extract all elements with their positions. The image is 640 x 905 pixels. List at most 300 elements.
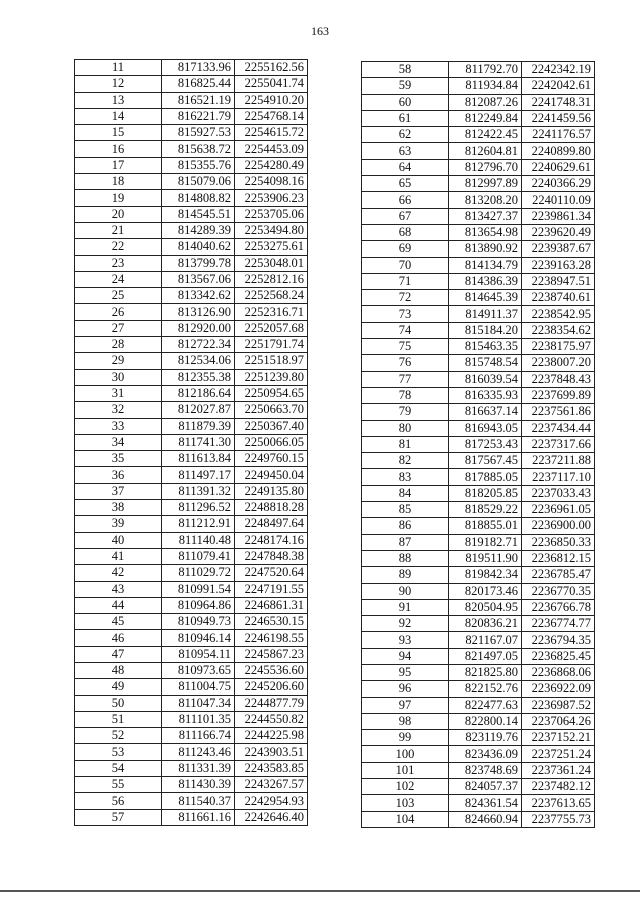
point-number-cell: 39 bbox=[75, 516, 162, 532]
x-coordinate-cell: 811029.72 bbox=[162, 565, 235, 581]
y-coordinate-cell: 2244225.98 bbox=[235, 728, 308, 744]
table-row bbox=[362, 697, 595, 713]
point-number-cell: 43 bbox=[75, 581, 162, 597]
point-number-cell: 28 bbox=[75, 337, 162, 353]
x-coordinate-cell: 811430.39 bbox=[162, 777, 235, 793]
point-number-cell: 56 bbox=[75, 793, 162, 809]
table-row bbox=[362, 224, 595, 240]
x-coordinate-cell: 815079.06 bbox=[162, 174, 235, 190]
table-row bbox=[75, 662, 308, 678]
y-coordinate-cell: 2236850.33 bbox=[522, 534, 595, 550]
x-coordinate-cell: 815748.54 bbox=[449, 355, 522, 371]
point-number-cell: 80 bbox=[362, 420, 449, 436]
table-row bbox=[75, 418, 308, 434]
table-row bbox=[362, 208, 595, 224]
x-coordinate-cell: 812796.70 bbox=[449, 159, 522, 175]
table-row bbox=[362, 257, 595, 273]
x-coordinate-cell: 811613.84 bbox=[162, 451, 235, 467]
table-row bbox=[362, 62, 595, 78]
table-row bbox=[362, 599, 595, 615]
table-row bbox=[75, 711, 308, 727]
x-coordinate-cell: 812355.38 bbox=[162, 369, 235, 385]
y-coordinate-cell: 2253705.06 bbox=[235, 206, 308, 222]
x-coordinate-cell: 823748.69 bbox=[449, 762, 522, 778]
table-row bbox=[75, 467, 308, 483]
point-number-cell: 38 bbox=[75, 500, 162, 516]
table-row bbox=[75, 614, 308, 630]
y-coordinate-cell: 2237848.43 bbox=[522, 371, 595, 387]
table-row bbox=[75, 353, 308, 369]
x-coordinate-cell: 815463.35 bbox=[449, 339, 522, 355]
y-coordinate-cell: 2242954.93 bbox=[235, 793, 308, 809]
y-coordinate-cell: 2242646.40 bbox=[235, 809, 308, 825]
x-coordinate-cell: 816039.54 bbox=[449, 371, 522, 387]
x-coordinate-cell: 815184.20 bbox=[449, 322, 522, 338]
y-coordinate-cell: 2240110.09 bbox=[522, 192, 595, 208]
x-coordinate-cell: 823436.09 bbox=[449, 746, 522, 762]
y-coordinate-cell: 2243267.57 bbox=[235, 777, 308, 793]
x-coordinate-cell: 811497.17 bbox=[162, 467, 235, 483]
x-coordinate-cell: 816943.05 bbox=[449, 420, 522, 436]
table-row bbox=[362, 306, 595, 322]
point-number-cell: 94 bbox=[362, 648, 449, 664]
x-coordinate-cell: 810964.86 bbox=[162, 597, 235, 613]
table-row bbox=[75, 174, 308, 190]
point-number-cell: 17 bbox=[75, 157, 162, 173]
x-coordinate-cell: 811391.32 bbox=[162, 483, 235, 499]
table-row bbox=[362, 616, 595, 632]
table-row bbox=[75, 597, 308, 613]
x-coordinate-cell: 819511.90 bbox=[449, 550, 522, 566]
y-coordinate-cell: 2246198.55 bbox=[235, 630, 308, 646]
point-number-cell: 103 bbox=[362, 795, 449, 811]
point-number-cell: 23 bbox=[75, 255, 162, 271]
table-row bbox=[362, 159, 595, 175]
y-coordinate-cell: 2238542.95 bbox=[522, 306, 595, 322]
point-number-cell: 51 bbox=[75, 711, 162, 727]
y-coordinate-cell: 2250066.05 bbox=[235, 434, 308, 450]
table-row bbox=[362, 534, 595, 550]
x-coordinate-cell: 811004.75 bbox=[162, 679, 235, 695]
y-coordinate-cell: 2238175.97 bbox=[522, 339, 595, 355]
table-row bbox=[362, 664, 595, 680]
y-coordinate-cell: 2236794.35 bbox=[522, 632, 595, 648]
table-row bbox=[75, 532, 308, 548]
y-coordinate-cell: 2236825.45 bbox=[522, 648, 595, 664]
y-coordinate-cell: 2237117.10 bbox=[522, 469, 595, 485]
table-row bbox=[362, 550, 595, 566]
x-coordinate-cell: 811331.39 bbox=[162, 760, 235, 776]
table-row bbox=[362, 420, 595, 436]
x-coordinate-cell: 824057.37 bbox=[449, 779, 522, 795]
point-number-cell: 24 bbox=[75, 271, 162, 287]
x-coordinate-cell: 812534.06 bbox=[162, 353, 235, 369]
x-coordinate-cell: 817567.45 bbox=[449, 453, 522, 469]
y-coordinate-cell: 2236774.77 bbox=[522, 616, 595, 632]
x-coordinate-cell: 821167.07 bbox=[449, 632, 522, 648]
coordinates-table-left bbox=[74, 59, 308, 826]
point-number-cell: 14 bbox=[75, 108, 162, 124]
x-coordinate-cell: 812249.84 bbox=[449, 110, 522, 126]
y-coordinate-cell: 2249450.04 bbox=[235, 467, 308, 483]
point-number-cell: 45 bbox=[75, 614, 162, 630]
point-number-cell: 76 bbox=[362, 355, 449, 371]
x-coordinate-cell: 811741.30 bbox=[162, 434, 235, 450]
point-number-cell: 66 bbox=[362, 192, 449, 208]
table-row bbox=[75, 157, 308, 173]
x-coordinate-cell: 815355.76 bbox=[162, 157, 235, 173]
y-coordinate-cell: 2253048.01 bbox=[235, 255, 308, 271]
x-coordinate-cell: 812186.64 bbox=[162, 385, 235, 401]
y-coordinate-cell: 2236766.78 bbox=[522, 599, 595, 615]
x-coordinate-cell: 817253.43 bbox=[449, 436, 522, 452]
point-number-cell: 98 bbox=[362, 713, 449, 729]
x-coordinate-cell: 816335.93 bbox=[449, 387, 522, 403]
table-row bbox=[362, 811, 595, 827]
y-coordinate-cell: 2247848.38 bbox=[235, 548, 308, 564]
x-coordinate-cell: 822152.76 bbox=[449, 681, 522, 697]
y-coordinate-cell: 2237033.43 bbox=[522, 485, 595, 501]
x-coordinate-cell: 811243.46 bbox=[162, 744, 235, 760]
table-row bbox=[362, 469, 595, 485]
y-coordinate-cell: 2250954.65 bbox=[235, 385, 308, 401]
x-coordinate-cell: 812087.26 bbox=[449, 94, 522, 110]
y-coordinate-cell: 2254768.14 bbox=[235, 108, 308, 124]
point-number-cell: 82 bbox=[362, 453, 449, 469]
table-row bbox=[75, 125, 308, 141]
x-coordinate-cell: 813208.20 bbox=[449, 192, 522, 208]
x-coordinate-cell: 810954.11 bbox=[162, 646, 235, 662]
x-coordinate-cell: 814386.39 bbox=[449, 273, 522, 289]
point-number-cell: 96 bbox=[362, 681, 449, 697]
point-number-cell: 54 bbox=[75, 760, 162, 776]
x-coordinate-cell: 820504.95 bbox=[449, 599, 522, 615]
table-row bbox=[75, 141, 308, 157]
table-row bbox=[75, 239, 308, 255]
point-number-cell: 52 bbox=[75, 728, 162, 744]
y-coordinate-cell: 2238947.51 bbox=[522, 273, 595, 289]
table-row bbox=[362, 567, 595, 583]
y-coordinate-cell: 2237064.26 bbox=[522, 713, 595, 729]
y-coordinate-cell: 2246861.31 bbox=[235, 597, 308, 613]
point-number-cell: 21 bbox=[75, 222, 162, 238]
y-coordinate-cell: 2237152.21 bbox=[522, 730, 595, 746]
table-row bbox=[75, 500, 308, 516]
y-coordinate-cell: 2255041.74 bbox=[235, 76, 308, 92]
table-row bbox=[75, 288, 308, 304]
point-number-cell: 92 bbox=[362, 616, 449, 632]
x-coordinate-cell: 810946.14 bbox=[162, 630, 235, 646]
table-row bbox=[75, 451, 308, 467]
y-coordinate-cell: 2252812.16 bbox=[235, 271, 308, 287]
y-coordinate-cell: 2254453.09 bbox=[235, 141, 308, 157]
point-number-cell: 41 bbox=[75, 548, 162, 564]
y-coordinate-cell: 2247191.55 bbox=[235, 581, 308, 597]
point-number-cell: 57 bbox=[75, 809, 162, 825]
y-coordinate-cell: 2240629.61 bbox=[522, 159, 595, 175]
x-coordinate-cell: 814808.82 bbox=[162, 190, 235, 206]
x-coordinate-cell: 812604.81 bbox=[449, 143, 522, 159]
y-coordinate-cell: 2254280.49 bbox=[235, 157, 308, 173]
table-row bbox=[75, 744, 308, 760]
x-coordinate-cell: 813126.90 bbox=[162, 304, 235, 320]
y-coordinate-cell: 2244550.82 bbox=[235, 711, 308, 727]
point-number-cell: 42 bbox=[75, 565, 162, 581]
table-row bbox=[75, 402, 308, 418]
x-coordinate-cell: 811047.34 bbox=[162, 695, 235, 711]
table-row bbox=[362, 502, 595, 518]
point-number-cell: 35 bbox=[75, 451, 162, 467]
x-coordinate-cell: 818855.01 bbox=[449, 518, 522, 534]
x-coordinate-cell: 814040.62 bbox=[162, 239, 235, 255]
table-row bbox=[362, 762, 595, 778]
table-row bbox=[75, 777, 308, 793]
point-number-cell: 26 bbox=[75, 304, 162, 320]
y-coordinate-cell: 2236785.47 bbox=[522, 567, 595, 583]
x-coordinate-cell: 813427.37 bbox=[449, 208, 522, 224]
y-coordinate-cell: 2237699.89 bbox=[522, 387, 595, 403]
point-number-cell: 44 bbox=[75, 597, 162, 613]
y-coordinate-cell: 2252316.71 bbox=[235, 304, 308, 320]
table-row bbox=[75, 434, 308, 450]
point-number-cell: 55 bbox=[75, 777, 162, 793]
y-coordinate-cell: 2236961.05 bbox=[522, 502, 595, 518]
table-row bbox=[362, 648, 595, 664]
y-coordinate-cell: 2252057.68 bbox=[235, 320, 308, 336]
x-coordinate-cell: 811079.41 bbox=[162, 548, 235, 564]
x-coordinate-cell: 818205.85 bbox=[449, 485, 522, 501]
table-row bbox=[362, 371, 595, 387]
point-number-cell: 88 bbox=[362, 550, 449, 566]
y-coordinate-cell: 2240899.80 bbox=[522, 143, 595, 159]
table-row bbox=[75, 76, 308, 92]
point-number-cell: 86 bbox=[362, 518, 449, 534]
table-row bbox=[362, 355, 595, 371]
y-coordinate-cell: 2245206.60 bbox=[235, 679, 308, 695]
x-coordinate-cell: 814289.39 bbox=[162, 222, 235, 238]
point-number-cell: 72 bbox=[362, 290, 449, 306]
x-coordinate-cell: 816825.44 bbox=[162, 76, 235, 92]
table-row bbox=[362, 632, 595, 648]
point-number-cell: 22 bbox=[75, 239, 162, 255]
point-number-cell: 36 bbox=[75, 467, 162, 483]
table-row bbox=[75, 385, 308, 401]
point-number-cell: 53 bbox=[75, 744, 162, 760]
point-number-cell: 30 bbox=[75, 369, 162, 385]
y-coordinate-cell: 2243903.51 bbox=[235, 744, 308, 760]
point-number-cell: 81 bbox=[362, 436, 449, 452]
y-coordinate-cell: 2254910.20 bbox=[235, 92, 308, 108]
y-coordinate-cell: 2241748.31 bbox=[522, 94, 595, 110]
x-coordinate-cell: 817885.05 bbox=[449, 469, 522, 485]
table-row bbox=[362, 94, 595, 110]
y-coordinate-cell: 2238740.61 bbox=[522, 290, 595, 306]
table-row bbox=[75, 337, 308, 353]
point-number-cell: 61 bbox=[362, 110, 449, 126]
point-number-cell: 27 bbox=[75, 320, 162, 336]
x-coordinate-cell: 811212.91 bbox=[162, 516, 235, 532]
table-row bbox=[362, 176, 595, 192]
x-coordinate-cell: 814911.37 bbox=[449, 306, 522, 322]
y-coordinate-cell: 2241176.57 bbox=[522, 127, 595, 143]
point-number-cell: 68 bbox=[362, 224, 449, 240]
x-coordinate-cell: 811934.84 bbox=[449, 78, 522, 94]
x-coordinate-cell: 819842.34 bbox=[449, 567, 522, 583]
point-number-cell: 37 bbox=[75, 483, 162, 499]
point-number-cell: 69 bbox=[362, 241, 449, 257]
x-coordinate-cell: 810973.65 bbox=[162, 662, 235, 678]
point-number-cell: 19 bbox=[75, 190, 162, 206]
point-number-cell: 40 bbox=[75, 532, 162, 548]
point-number-cell: 18 bbox=[75, 174, 162, 190]
point-number-cell: 11 bbox=[75, 60, 162, 76]
coordinates-table-right bbox=[361, 61, 595, 828]
point-number-cell: 95 bbox=[362, 664, 449, 680]
table-row bbox=[362, 779, 595, 795]
y-coordinate-cell: 2249135.80 bbox=[235, 483, 308, 499]
point-number-cell: 67 bbox=[362, 208, 449, 224]
y-coordinate-cell: 2237211.88 bbox=[522, 453, 595, 469]
x-coordinate-cell: 811879.39 bbox=[162, 418, 235, 434]
y-coordinate-cell: 2243583.85 bbox=[235, 760, 308, 776]
point-number-cell: 101 bbox=[362, 762, 449, 778]
point-number-cell: 63 bbox=[362, 143, 449, 159]
x-coordinate-cell: 820836.21 bbox=[449, 616, 522, 632]
point-number-cell: 60 bbox=[362, 94, 449, 110]
y-coordinate-cell: 2239620.49 bbox=[522, 224, 595, 240]
y-coordinate-cell: 2248497.64 bbox=[235, 516, 308, 532]
x-coordinate-cell: 811166.74 bbox=[162, 728, 235, 744]
table-row bbox=[362, 339, 595, 355]
y-coordinate-cell: 2249760.15 bbox=[235, 451, 308, 467]
point-number-cell: 31 bbox=[75, 385, 162, 401]
table-row bbox=[362, 730, 595, 746]
y-coordinate-cell: 2253906.23 bbox=[235, 190, 308, 206]
point-number-cell: 46 bbox=[75, 630, 162, 646]
y-coordinate-cell: 2236868.06 bbox=[522, 664, 595, 680]
point-number-cell: 93 bbox=[362, 632, 449, 648]
y-coordinate-cell: 2253275.61 bbox=[235, 239, 308, 255]
table-row bbox=[362, 746, 595, 762]
y-coordinate-cell: 2250367.40 bbox=[235, 418, 308, 434]
point-number-cell: 74 bbox=[362, 322, 449, 338]
table-row bbox=[362, 127, 595, 143]
point-number-cell: 64 bbox=[362, 159, 449, 175]
table-row bbox=[75, 516, 308, 532]
table-row bbox=[75, 646, 308, 662]
x-coordinate-cell: 821497.05 bbox=[449, 648, 522, 664]
x-coordinate-cell: 812722.34 bbox=[162, 337, 235, 353]
table-row bbox=[75, 760, 308, 776]
table-row bbox=[75, 679, 308, 695]
x-coordinate-cell: 817133.96 bbox=[162, 60, 235, 76]
point-number-cell: 84 bbox=[362, 485, 449, 501]
x-coordinate-cell: 813342.62 bbox=[162, 288, 235, 304]
y-coordinate-cell: 2237317.66 bbox=[522, 436, 595, 452]
point-number-cell: 50 bbox=[75, 695, 162, 711]
x-coordinate-cell: 812422.45 bbox=[449, 127, 522, 143]
table-row bbox=[362, 78, 595, 94]
y-coordinate-cell: 2236987.52 bbox=[522, 697, 595, 713]
table-row bbox=[75, 483, 308, 499]
x-coordinate-cell: 814645.39 bbox=[449, 290, 522, 306]
x-coordinate-cell: 821825.80 bbox=[449, 664, 522, 680]
y-coordinate-cell: 2237613.65 bbox=[522, 795, 595, 811]
page-number: 163 bbox=[311, 24, 329, 38]
table-row bbox=[362, 241, 595, 257]
point-number-cell: 87 bbox=[362, 534, 449, 550]
table-row bbox=[362, 192, 595, 208]
x-coordinate-cell: 823119.76 bbox=[449, 730, 522, 746]
table-row bbox=[75, 793, 308, 809]
y-coordinate-cell: 2237755.73 bbox=[522, 811, 595, 827]
point-number-cell: 16 bbox=[75, 141, 162, 157]
y-coordinate-cell: 2251518.97 bbox=[235, 353, 308, 369]
table-row bbox=[75, 695, 308, 711]
y-coordinate-cell: 2248818.28 bbox=[235, 500, 308, 516]
y-coordinate-cell: 2246530.15 bbox=[235, 614, 308, 630]
point-number-cell: 97 bbox=[362, 697, 449, 713]
x-coordinate-cell: 812027.87 bbox=[162, 402, 235, 418]
x-coordinate-cell: 815927.53 bbox=[162, 125, 235, 141]
x-coordinate-cell: 813890.92 bbox=[449, 241, 522, 257]
y-coordinate-cell: 2236812.15 bbox=[522, 550, 595, 566]
y-coordinate-cell: 2237251.24 bbox=[522, 746, 595, 762]
point-number-cell: 102 bbox=[362, 779, 449, 795]
table-row bbox=[362, 485, 595, 501]
y-coordinate-cell: 2237361.24 bbox=[522, 762, 595, 778]
table-row bbox=[75, 271, 308, 287]
table-row bbox=[362, 110, 595, 126]
table-row bbox=[362, 143, 595, 159]
table-row bbox=[75, 304, 308, 320]
x-coordinate-cell: 814134.79 bbox=[449, 257, 522, 273]
y-coordinate-cell: 2239861.34 bbox=[522, 208, 595, 224]
y-coordinate-cell: 2239387.67 bbox=[522, 241, 595, 257]
point-number-cell: 48 bbox=[75, 662, 162, 678]
x-coordinate-cell: 816221.79 bbox=[162, 108, 235, 124]
x-coordinate-cell: 813567.06 bbox=[162, 271, 235, 287]
y-coordinate-cell: 2253494.80 bbox=[235, 222, 308, 238]
point-number-cell: 104 bbox=[362, 811, 449, 827]
point-number-cell: 71 bbox=[362, 273, 449, 289]
y-coordinate-cell: 2240366.29 bbox=[522, 176, 595, 192]
y-coordinate-cell: 2245867.23 bbox=[235, 646, 308, 662]
point-number-cell: 85 bbox=[362, 502, 449, 518]
y-coordinate-cell: 2247520.64 bbox=[235, 565, 308, 581]
point-number-cell: 20 bbox=[75, 206, 162, 222]
table-row bbox=[362, 583, 595, 599]
x-coordinate-cell: 824660.94 bbox=[449, 811, 522, 827]
table-row bbox=[75, 581, 308, 597]
table-row bbox=[75, 60, 308, 76]
table-row bbox=[362, 518, 595, 534]
y-coordinate-cell: 2236922.09 bbox=[522, 681, 595, 697]
x-coordinate-cell: 810949.73 bbox=[162, 614, 235, 630]
y-coordinate-cell: 2239163.28 bbox=[522, 257, 595, 273]
x-coordinate-cell: 819182.71 bbox=[449, 534, 522, 550]
table-row bbox=[75, 548, 308, 564]
y-coordinate-cell: 2238007.20 bbox=[522, 355, 595, 371]
x-coordinate-cell: 811101.35 bbox=[162, 711, 235, 727]
y-coordinate-cell: 2254615.72 bbox=[235, 125, 308, 141]
table-row bbox=[362, 713, 595, 729]
point-number-cell: 15 bbox=[75, 125, 162, 141]
y-coordinate-cell: 2244877.79 bbox=[235, 695, 308, 711]
x-coordinate-cell: 824361.54 bbox=[449, 795, 522, 811]
y-coordinate-cell: 2255162.56 bbox=[235, 60, 308, 76]
y-coordinate-cell: 2236770.35 bbox=[522, 583, 595, 599]
